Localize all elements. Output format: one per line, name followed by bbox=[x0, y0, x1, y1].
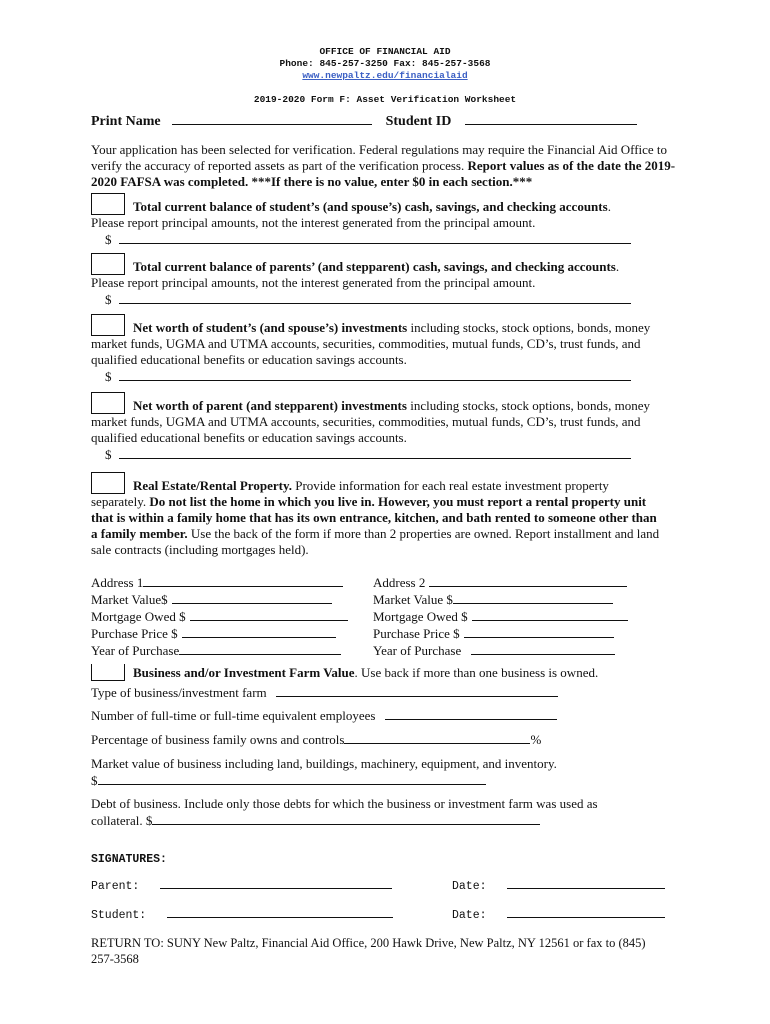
parent-signature-field[interactable] bbox=[160, 876, 392, 889]
market-value-2-label: Market Value $ bbox=[373, 592, 453, 607]
student-id-field[interactable] bbox=[465, 112, 637, 125]
market-value-2-field[interactable] bbox=[453, 591, 613, 604]
print-name-label: Print Name bbox=[91, 114, 161, 129]
year-2-label: Year of Purchase bbox=[373, 643, 462, 658]
mortgage-2-label: Mortgage Owed $ bbox=[373, 609, 468, 624]
employees-field[interactable] bbox=[385, 707, 557, 720]
section-parent-investments: Net worth of parent (and stepparent) investments including stocks, stock options, bonds, money market funds, UGMA and UTMA accounts, securities, commodities, mutual funds, CD’s, trust funds, and qualified educational benefits or education savings accounts. $ bbox=[91, 392, 651, 463]
intro-paragraph: Your application has been selected for verification. Federal regulations may require the Financial Aid Office to verify the accuracy of reported assets as part of the verification process. Report values as of the date the 2019-2020 FAFSA was completed. ***If there is no value, enter $0 in each section.*** bbox=[91, 142, 676, 189]
return-address: RETURN TO: SUNY New Paltz, Financial Aid Office, 200 Hawk Drive, New Paltz, NY 12561 or fax to (845) 257-3568 bbox=[91, 936, 646, 966]
purchase-price-2-label: Purchase Price $ bbox=[373, 626, 460, 641]
address-2-field[interactable] bbox=[429, 574, 627, 587]
property-2 bbox=[373, 574, 643, 659]
student-cash-checkbox[interactable] bbox=[91, 193, 125, 215]
print-name-field[interactable] bbox=[172, 112, 372, 125]
student-signature-field[interactable] bbox=[167, 905, 393, 918]
phone-fax: Phone: 845-257-3250 Fax: 845-257-3568 bbox=[279, 58, 491, 69]
parent-date-field[interactable] bbox=[507, 876, 665, 889]
form-title: 2019-2020 Form F: Asset Verification Worksheet bbox=[253, 94, 517, 105]
financial-aid-link[interactable]: www.newpaltz.edu/financialaid bbox=[302, 70, 468, 81]
section-parent-cash: Total current balance of parents’ (and stepparent) cash, savings, and checking accounts. Please report principal amounts, not the interest generated from the principal amount. $ bbox=[91, 253, 683, 308]
student-cash-amount-field[interactable] bbox=[119, 231, 631, 244]
student-id-label: Student ID bbox=[385, 114, 452, 129]
real-estate-checkbox[interactable] bbox=[91, 472, 125, 494]
page: OFFICE OF FINANCIAL AID Phone: 845-257-3250 Fax: 845-257-3568 www.newpaltz.edu/financialaid 2019-2020 Form F: Asset Verification Worksheet Print Name Student ID Your application has been selected for verification. Federal regulations may require the Financial Aid Office to verify the accuracy of reported assets as part of the verification process. Report values as of the date the 2019-2020 FAFSA was completed. ***If there is no value, enter $0 in each section.*** Total current balance of student’s (and spouse’s) cash, savings, and checking accounts. Please report principal amounts, not the interest generated from the principal amount. $ Total current balance of parents’ (and stepparent) cash, savings, and checking accounts. Please report principal amounts, not the interest generated from the principal amount. $ Net worth of student’s (and spouse’s) investments including stocks, stock options, bonds, money market funds, UGMA and UTMA accounts, securities, commodities, mutual funds, CD’s, trust funds, and qualified educational benefits or education savings accounts. $ Net worth of parent (and stepparent) investments including stocks, stock options, bonds, money market funds, UGMA and UTMA accounts, securities, commodities, mutual funds, CD’s, trust funds, and qualified educational benefits or education savings accounts. $ Real Estate/Rental Property. Provide information for each real estate investment property separately. Do not list the home in which you live in. However, you must report a rental property unit that is within a family home that has its own entrance, kitchen, and bath rented to someone other than a family member. Use the back of the form if more than 2 properties are owned. Report installment and land sale contracts (including mortgages held). Address 1 Market Value$ Mortgage Owed $ Purchase Price $ Year of Purchase Address 2 Market Value $ Mortgage Owed $ Purchase Price $ Year of Purchase Business and/or Investment Farm Value. Use back if more than one business is owned. Type of business/investment farm Number of full-time or full-time equivalent employees Percentage of business family owns and controls % Market value of business including land, buildings, machinery, equipment, and inventory. $ Debt of business. Include only those debts for which the business or investment farm was used as collateral. $ SIGNATURES: Parent: Date: Student: Date: RETURN TO: SUNY New Paltz, Financial Aid Office, 200 Hawk Drive, New Paltz, NY 12561 or fax to (845) 257-3568 bbox=[0, 0, 770, 1024]
mortgage-1-label: Mortgage Owed $ bbox=[91, 609, 186, 624]
section-business: Business and/or Investment Farm Value. Use back if more than one business is owned. bbox=[91, 664, 691, 681]
parent-date-label: Date: bbox=[452, 880, 487, 893]
parent-investments-amount-field[interactable] bbox=[119, 446, 631, 459]
business-market-value-field[interactable] bbox=[98, 772, 486, 785]
parent-label: Parent: bbox=[91, 880, 140, 893]
office-heading: OFFICE OF FINANCIAL AID bbox=[319, 46, 451, 57]
address-2-label: Address 2 bbox=[373, 575, 426, 590]
business-checkbox[interactable] bbox=[91, 664, 125, 681]
business-type-label: Type of business/investment farm bbox=[91, 685, 267, 700]
section-student-cash: Total current balance of student’s (and spouse’s) cash, savings, and checking accounts. Please report principal amounts, not the interest generated from the principal amount. $ bbox=[91, 193, 683, 248]
parent-cash-amount-field[interactable] bbox=[119, 291, 631, 304]
student-investments-checkbox[interactable] bbox=[91, 314, 125, 336]
purchase-price-2-field[interactable] bbox=[464, 625, 614, 638]
section-student-investments: Net worth of student’s (and spouse’s) investments including stocks, stock options, bonds, money market funds, UGMA and UTMA accounts, securities, commodities, mutual funds, CD’s, trust funds, and qualified educational benefits or education savings accounts. $ bbox=[91, 314, 671, 385]
student-date-field[interactable] bbox=[507, 905, 665, 918]
year-1-field[interactable] bbox=[179, 642, 341, 655]
market-value-1-field[interactable] bbox=[172, 591, 332, 604]
business-debt-field[interactable] bbox=[152, 812, 540, 825]
year-2-field[interactable] bbox=[471, 642, 615, 655]
student-investments-amount-field[interactable] bbox=[119, 368, 631, 381]
purchase-price-1-field[interactable] bbox=[182, 625, 336, 638]
address-1-field[interactable] bbox=[143, 574, 343, 587]
market-value-1-label: Market Value$ bbox=[91, 592, 168, 607]
signatures-heading: SIGNATURES: bbox=[91, 853, 167, 866]
employees-label: Number of full-time or full-time equivalent employees bbox=[91, 708, 376, 723]
market-value-business: Market value of business including land, buildings, machinery, equipment, and inventory. $ bbox=[91, 756, 557, 788]
student-date-label: Date: bbox=[452, 909, 487, 922]
year-1-label: Year of Purchase bbox=[91, 643, 180, 658]
percentage-field[interactable] bbox=[344, 731, 530, 744]
parent-cash-checkbox[interactable] bbox=[91, 253, 125, 275]
parent-investments-checkbox[interactable] bbox=[91, 392, 125, 414]
business-type-field[interactable] bbox=[276, 684, 558, 697]
debt-of-business: Debt of business. Include only those debts for which the business or investment farm was used as collateral. $ bbox=[91, 796, 598, 828]
percentage-label: Percentage of business family owns and controls bbox=[91, 732, 345, 747]
purchase-price-1-label: Purchase Price $ bbox=[91, 626, 178, 641]
section-real-estate: Real Estate/Rental Property. Provide information for each real estate investment property separately. Do not list the home in which you live in. However, you must report a rental property unit that is within a family home that has its own entrance, kitchen, and bath rented to someone other than a family member. Use the back of the form if more than 2 properties are owned. Report installment and land sale contracts (including mortgages held). bbox=[91, 472, 661, 558]
address-1-label: Address 1 bbox=[91, 575, 144, 590]
mortgage-1-field[interactable] bbox=[190, 608, 348, 621]
mortgage-2-field[interactable] bbox=[472, 608, 628, 621]
property-1 bbox=[91, 574, 361, 659]
student-label: Student: bbox=[91, 909, 147, 922]
